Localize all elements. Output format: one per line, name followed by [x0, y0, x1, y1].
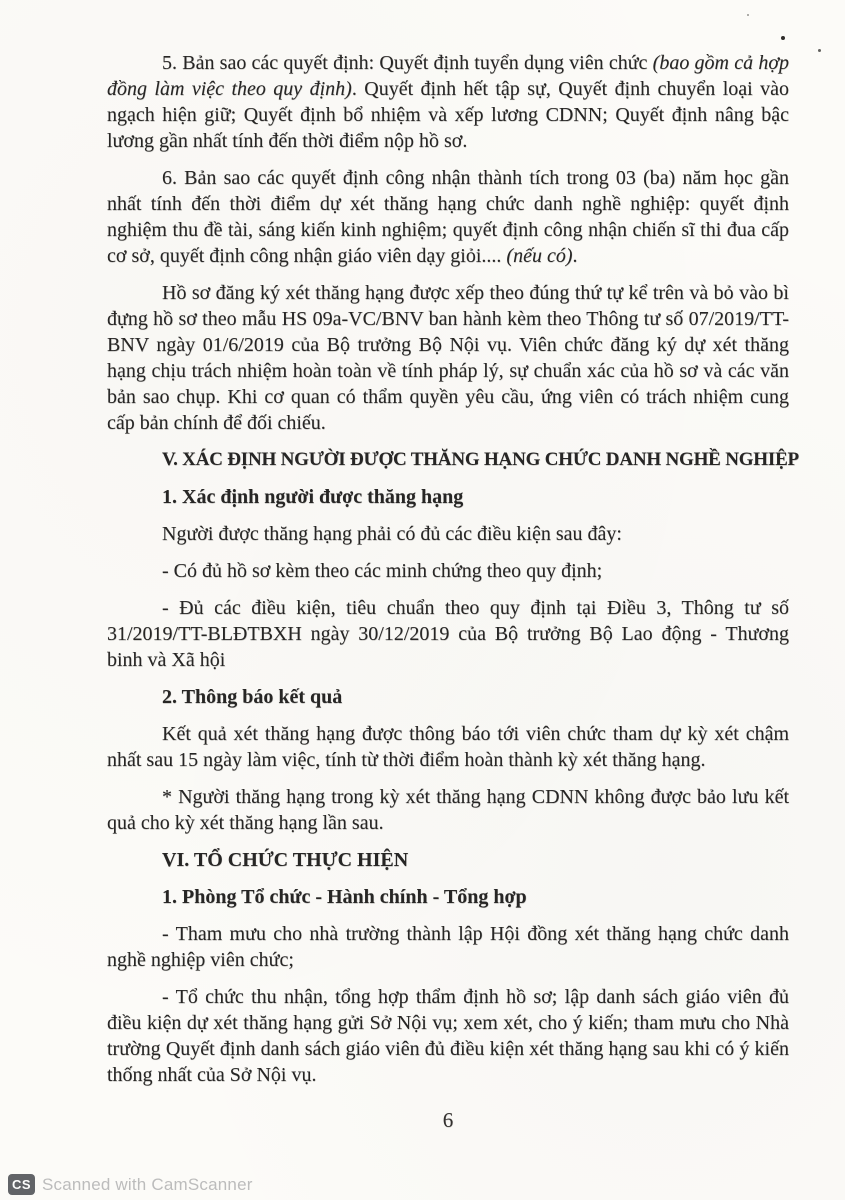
camscanner-watermark-label: Scanned with CamScanner — [42, 1174, 253, 1194]
section-heading-v-text: V. XÁC ĐỊNH NGƯỜI ĐƯỢC THĂNG HẠNG CHỨC DANH NGHỀ NGHIỆP — [162, 449, 799, 470]
paragraph-6-italic-note: (nếu có) — [506, 245, 573, 267]
paragraph-hoso — [107, 280, 789, 436]
paragraph-5 — [107, 50, 789, 154]
paragraph-5-lead: 5. Bản sao các quyết định: Quyết định tuyển dụng viên chức — [162, 52, 653, 74]
section-heading-vi — [107, 847, 789, 873]
paragraph-ket-qua — [107, 721, 789, 773]
bullet-to-chuc-thu-nhan — [107, 984, 789, 1088]
bullet-tham-muu — [107, 921, 789, 973]
paragraph-6 — [107, 165, 789, 269]
subheading-2-thong-bao — [107, 684, 789, 710]
bullet-tham-muu-text: - Tham mưu cho nhà trường thành lập Hội đồng xét thăng hạng chức danh nghề nghiệp viên chức; — [107, 923, 789, 971]
camscanner-watermark — [8, 1174, 253, 1195]
subheading-1-xac-dinh-text: 1. Xác định người được thăng hạng — [162, 486, 464, 508]
paragraph-5-italic-note: (bao gồm cả hợp đồng làm việc theo quy định) — [107, 52, 790, 100]
scan-speck — [781, 36, 785, 40]
paragraph-5-rest: . Quyết định hết tập sự, Quyết định chuyển loại vào ngạch hiện giữ; Quyết định bổ nhiệm và xếp lương CDNN; Quyết định nâng bậc lương gần nhất tính đến thời điểm nộp hồ sơ. — [107, 78, 790, 152]
paragraph-hoso-text: Hồ sơ đăng ký xét thăng hạng được xếp theo đúng thứ tự kể trên và bỏ vào bì đựng hồ sơ theo mẫu HS 09a-VC/BNV ban hành kèm theo Thông tư số 07/2019/TT-BNV ngày 01/6/2019 của Bộ trưởng Bộ Nội vụ. Viên chức đăng ký dự xét thăng hạng chịu trách nhiệm hoàn toàn về tính pháp lý, sự chuẩn xác của hồ sơ và các văn bản sao chụp. Khi cơ quan có thẩm quyền yêu cầu, ứng viên có trách nhiệm cung cấp bản chính để đối chiếu. — [107, 282, 789, 434]
section-heading-v — [107, 447, 799, 473]
scan-speck — [818, 49, 821, 52]
paragraph-star-note-text: * Người thăng hạng trong kỳ xét thăng hạng CDNN không được bảo lưu kết quả cho kỳ xét thăng hạng lần sau. — [107, 786, 789, 834]
bullet-co-du-ho-so — [107, 558, 789, 584]
document-body — [107, 50, 799, 1099]
paragraph-6-rest: . — [572, 245, 578, 267]
paragraph-nguoi-duoc — [107, 521, 789, 547]
paragraph-nguoi-duoc-text: Người được thăng hạng phải có đủ các điều kiện sau đây: — [162, 523, 622, 545]
section-heading-vi-text: VI. TỔ CHỨC THỰC HIỆN — [162, 849, 409, 871]
bullet-du-cac-dieu-kien-text: - Đủ các điều kiện, tiêu chuẩn theo quy định tại Điều 3, Thông tư số 31/2019/TT-BLĐTBXH ngày 30/12/2019 của Bộ trưởng Bộ Lao động - Thương binh và Xã hội — [107, 597, 789, 671]
subheading-1-phong-to-chuc — [107, 884, 789, 910]
scan-speck — [747, 14, 749, 16]
paragraph-ket-qua-text: Kết quả xét thăng hạng được thông báo tới viên chức tham dự kỳ xét chậm nhất sau 15 ngày làm việc, tính từ thời điểm hoàn thành kỳ xét thăng hạng. — [107, 723, 789, 771]
bullet-du-cac-dieu-kien — [107, 595, 789, 673]
bullet-to-chuc-thu-nhan-text: - Tổ chức thu nhận, tổng hợp thẩm định hồ sơ; lập danh sách giáo viên đủ điều kiện dự xét thăng hạng gửi Sở Nội vụ; xem xét, cho ý kiến; tham mưu cho Nhà trường Quyết định danh sách giáo viên đủ điều kiện xét thăng hạng sau khi có ý kiến thống nhất của Sở Nội vụ. — [107, 986, 789, 1086]
subheading-1-phong-to-chuc-text: 1. Phòng Tổ chức - Hành chính - Tổng hợp — [162, 886, 527, 908]
camscanner-logo-icon: CS — [8, 1174, 35, 1195]
paragraph-6-lead: 6. Bản sao các quyết định công nhận thành tích trong 03 (ba) năm học gần nhất tính đến thời điểm dự xét thăng hạng chức danh nghề nghiệp: quyết định nghiệm thu đề tài, sáng kiến kinh nghiệm; quyết định công nhận chiến sĩ thi đua cấp cơ sở, quyết định công nhận giáo viên dạy giỏi.... — [107, 167, 789, 267]
paragraph-star-note — [107, 784, 789, 836]
page-number: 6 — [442, 1108, 454, 1132]
subheading-1-xac-dinh — [107, 484, 789, 510]
bullet-co-du-ho-so-text: - Có đủ hồ sơ kèm theo các minh chứng theo quy định; — [162, 560, 603, 582]
subheading-2-thong-bao-text: 2. Thông báo kết quả — [162, 686, 343, 708]
